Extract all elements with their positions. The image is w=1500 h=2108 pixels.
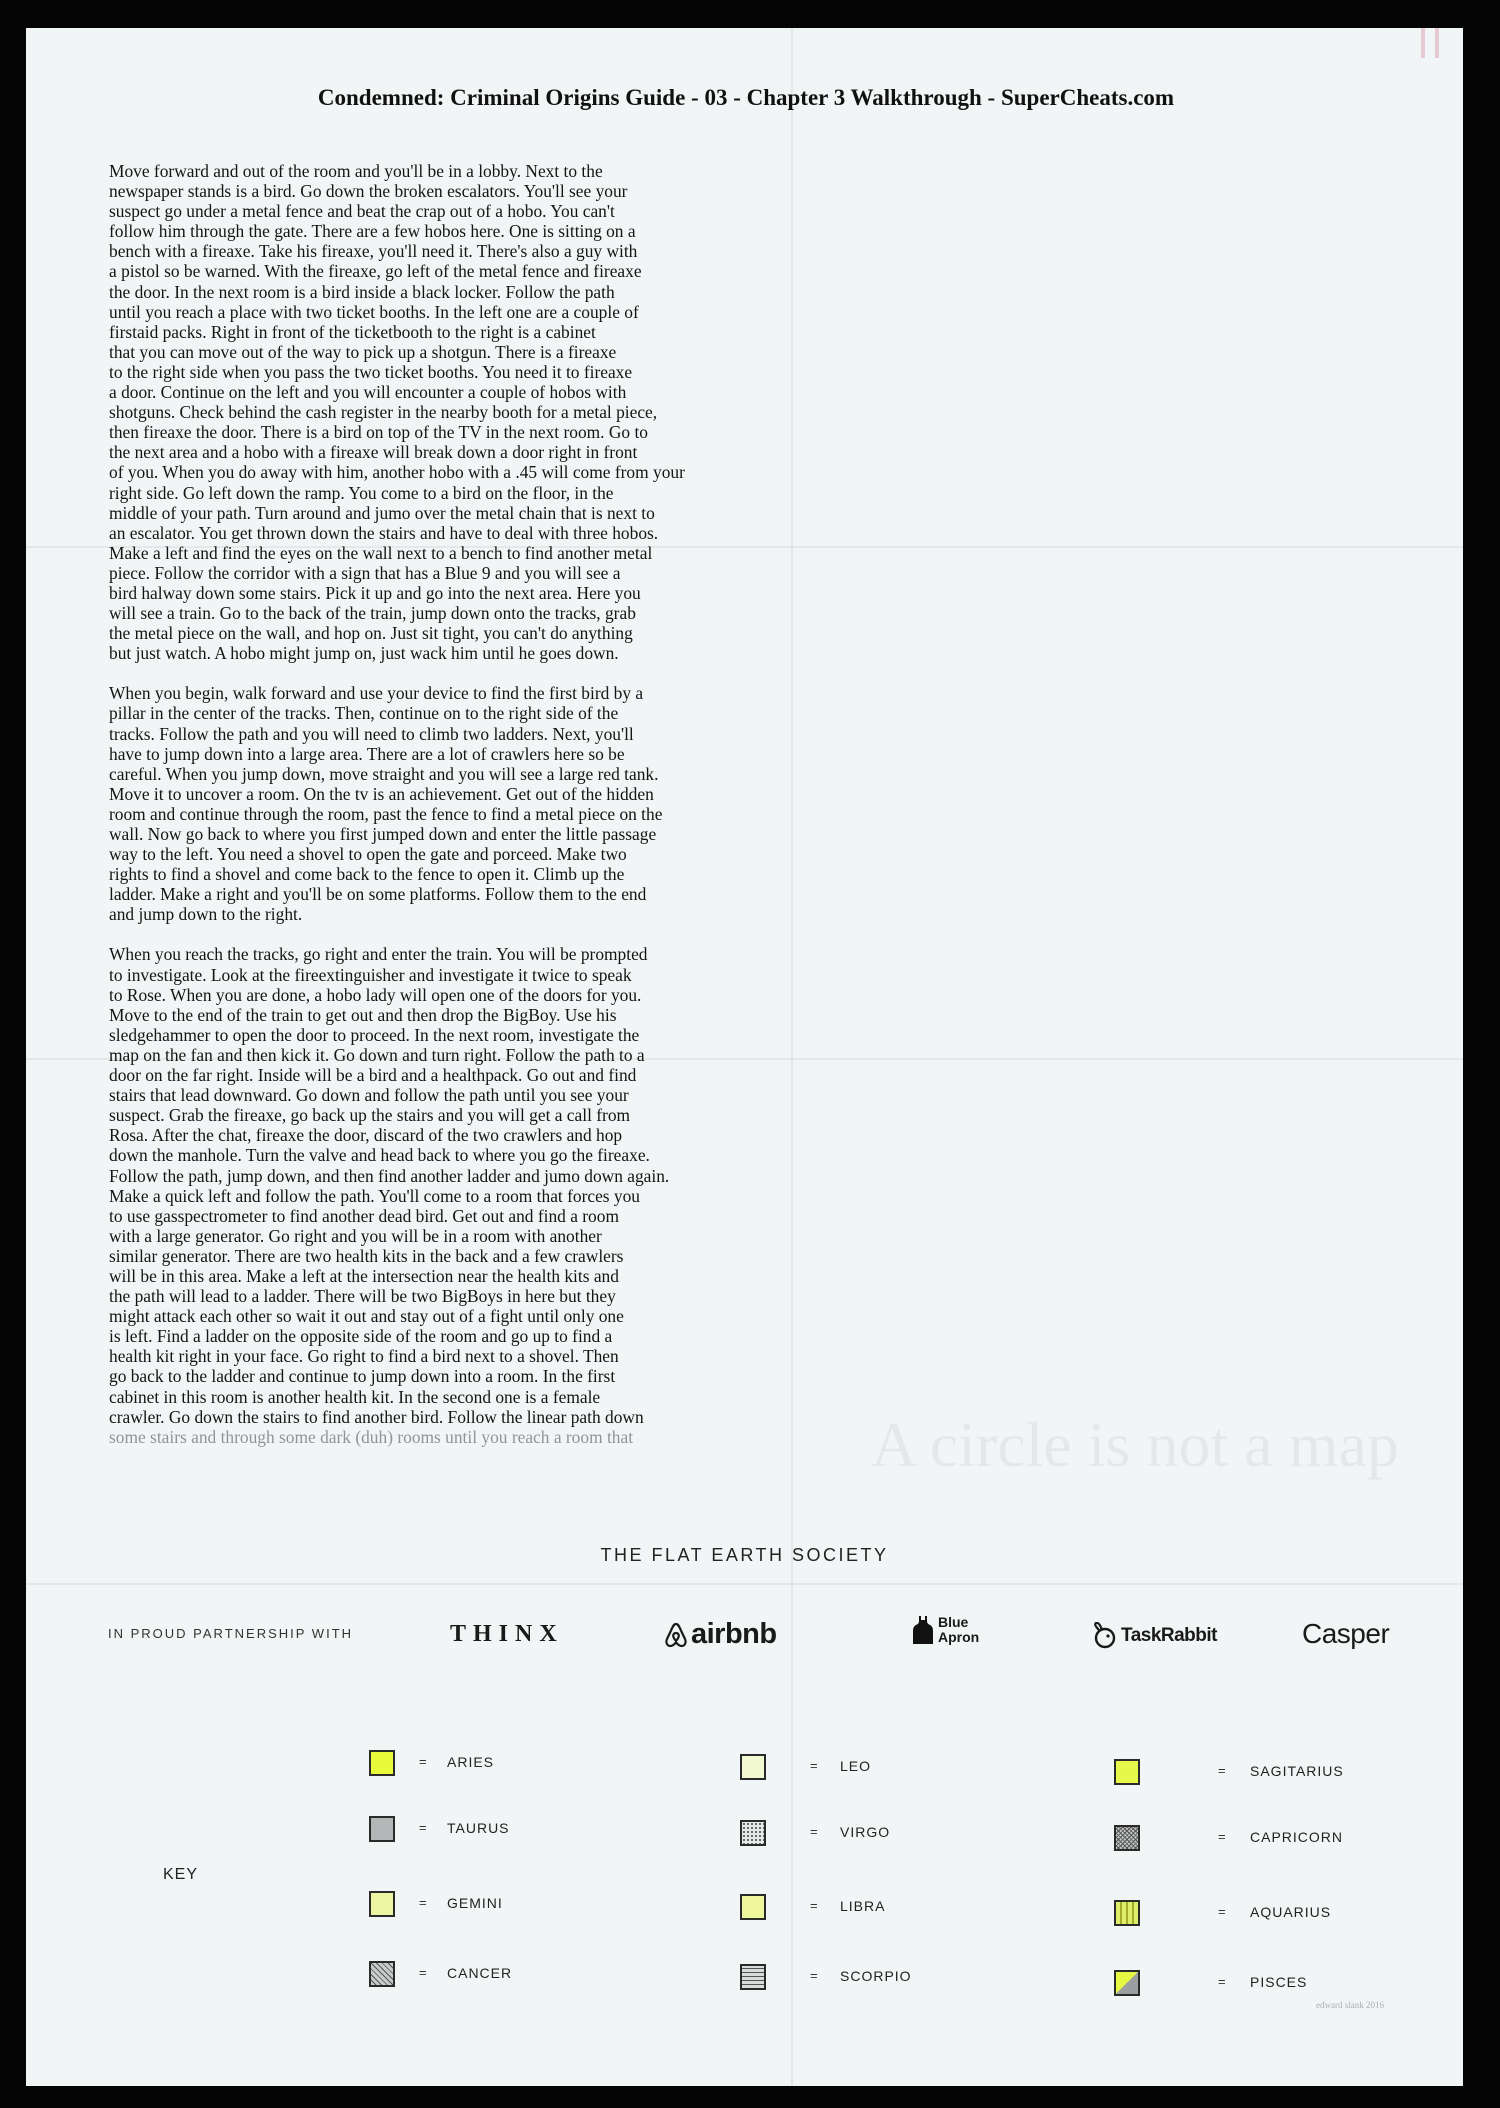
artist-credit: edward slank 2016 — [1316, 2000, 1384, 2010]
equals-sign: = — [419, 1895, 427, 1910]
blue-apron-logo — [912, 1615, 979, 1645]
equals-sign: = — [810, 1968, 818, 1983]
key-title: KEY — [163, 1866, 199, 1883]
sign-label: ARIES — [447, 1754, 495, 1770]
sign-label: LEO — [840, 1758, 872, 1774]
edge-marks — [1421, 28, 1451, 68]
thinx-logo — [450, 1621, 564, 1648]
equals-sign: = — [1218, 1829, 1226, 1844]
airbnb-wordmark: airbnb — [691, 1618, 777, 1650]
thinx-wordmark: THINX — [450, 1621, 564, 1647]
swatch-aries — [369, 1750, 395, 1776]
equals-sign: = — [810, 1824, 818, 1839]
swatch-sagitarius — [1114, 1759, 1140, 1785]
equals-sign: = — [419, 1820, 427, 1835]
equals-sign: = — [1218, 1974, 1226, 1989]
poster-sheet — [26, 28, 1463, 2086]
swatch-pisces — [1114, 1970, 1140, 1996]
swatch-libra — [740, 1894, 766, 1920]
partners-label: IN PROUD PARTNERSHIP WITH — [108, 1626, 354, 1641]
apron-icon — [912, 1615, 934, 1645]
blue-apron-wordmark: Blue Apron — [938, 1614, 980, 1645]
swatch-gemini — [369, 1891, 395, 1917]
swatch-capricorn — [1114, 1825, 1140, 1851]
equals-sign: = — [419, 1965, 427, 1980]
sign-label: SCORPIO — [840, 1968, 912, 1984]
swatch-taurus — [369, 1816, 395, 1842]
swatch-virgo — [740, 1820, 766, 1846]
paragraph: Move forward and out of the room and you'll be in a lobby. Next to the newspaper stands is a bird. Go down the broken escalators. You'll see your suspect go under a metal fence and beat the crap out of a hobo. You can't follow him through the gate. There are a few hobos here. One is sitting on a bench with a fireaxe. Take his fireaxe, you'll need it. There's also a guy with a pistol so be warned. With the fireaxe, go left of the metal fence and fireaxe the door. In the next room is a bird inside a black locker. Follow the path until you reach a place with two ticket booths. In the left one are a couple of firstaid packs. Right in front of the ticketbooth to the right is a cabinet that you can move out of the way to pick up a shotgun. There is a fireaxe to the right side when you pass the two ticket booths. You need it to fireaxe a door. Continue on the left and you will encounter a couple of hobos with shotguns. Check behind the cash register in the nearby booth for a metal piece, then fireaxe the door. There is a bird on top of the TV in the next room. Go to the next area and a hobo with a fireaxe will break down a door right in front of you. When you do away with him, another hobo with a .45 will come from your right side. Go left down the ramp. You come to a bird on the floor, in the middle of your path. Turn around and jumo over the metal chain that is next to an escalator. You get thrown down the stairs and have to deal with three hobos. Make a left and find the eyes on the wall next to a bench to find another metal piece. Follow the corridor with a sign that has a Blue 9 and you will see a bird halway down some stairs. Pick it up and go into the next area. Here you will see a train. Go to the back of the train, jump down onto the tracks, grab the metal piece on the wall, and hop on. Just sit tight, you can't do anything but just watch. A hobo might jump on, just wack him until he goes down. — [109, 161, 685, 664]
sign-label: LIBRA — [840, 1898, 886, 1914]
equals-sign: = — [810, 1758, 818, 1773]
casper-logo — [1302, 1618, 1389, 1650]
airbnb-belo-icon — [664, 1622, 688, 1648]
swatch-scorpio — [740, 1964, 766, 1990]
taskrabbit-wordmark: TaskRabbit — [1121, 1625, 1218, 1646]
sign-label: AQUARIUS — [1250, 1904, 1332, 1920]
sign-label: GEMINI — [447, 1895, 503, 1911]
sign-label: TAURUS — [447, 1820, 510, 1836]
sign-label: CAPRICORN — [1250, 1829, 1344, 1845]
sign-label: PISCES — [1250, 1974, 1308, 1990]
rabbit-icon — [1090, 1622, 1118, 1650]
taskrabbit-logo — [1090, 1622, 1217, 1650]
swatch-cancer — [369, 1961, 395, 1987]
document-title: Condemned: Criminal Origins Guide - 03 - Chapter 3 Walkthrough - SuperCheats.com — [317, 85, 1175, 110]
paragraph: When you begin, walk forward and use your device to find the first bird by a pillar in the center of the tracks. Then, continue on to the right side of the tracks. Follow the path and you will need to climb two ladders. Next, you'll have to jump down into a large area. There are a lot of crawlers here so be careful. When you jump down, move straight and you will see a large red tank. Move it to uncover a room. On the tv is an achievement. Get out of the hidden room and continue through the room, past the fence to find a metal piece on the wall. Now go back to where you first jumped down and enter the little passage way to the left. You need a shovel to open the gate and porceed. Make two rights to find a shovel and come back to the fence to open it. Climb up the ladder. Make a right and you'll be on some platforms. Follow them to the end and jump down to the right. — [109, 683, 663, 925]
walkthrough-text — [109, 161, 829, 1447]
equals-sign: = — [810, 1898, 818, 1913]
casper-wordmark: Casper — [1302, 1618, 1390, 1649]
swatch-aquarius — [1114, 1900, 1140, 1926]
equals-sign: = — [1218, 1763, 1226, 1778]
sign-label: VIRGO — [840, 1824, 891, 1840]
equals-sign: = — [1218, 1904, 1226, 1919]
sign-label: SAGITARIUS — [1250, 1763, 1344, 1779]
equals-sign: = — [419, 1754, 427, 1769]
faded-line: some stairs and through some dark (duh) rooms until you reach a room that — [109, 1426, 634, 1447]
paragraph: When you reach the tracks, go right and enter the train. You will be prompted to investigate. Look at the fireextinguisher and investigate it twice to speak to Rose. When you are done, a hobo lady will open one of the doors for you. Move to the end of the train to get out and then drop the BigBoy. Use his sledgehammer to open the door to proceed. In the next room, investigate the map on the fan and then kick it. Go down and turn right. Follow the path to a door on the far right. Inside will be a bird and a healthpack. Go out and find stairs that lead downward. Go down and follow the path until you see your suspect. Grab the fireaxe, go back up the stairs and you will get a call from Rosa. After the chat, fireaxe the door, discard of the two crawlers and hop down the manhole. Turn the valve and head back to where you go the fireaxe. Follow the path, jump down, and then find another ladder and jumo down again. Make a quick left and follow the path. You'll come to a room that forces you to use gasspectrometer to find another dead bird. Get out and find a room with a large generator. Go right and you will be in a room with another similar generator. There are two health kits in the back and a few crawlers will be in this area. Make a left at the intersection near the health kits and the path will lead to a ladder. There will be two BigBoys in here but they might attack each other so wait it out and stay out of a fight until only one is left. Find a ladder on the opposite side of the room and go up to find a health kit right in your face. Go right to find a bird next to a shovel. Then go back to the ladder and continue to jump down into a room. In the first cabinet in this room is another health kit. In the second one is a female crawler. Go down the stairs to find another bird. Follow the linear path down — [109, 944, 670, 1427]
airbnb-logo — [664, 1618, 777, 1651]
bleed-through-text: A circle is not a map — [871, 1409, 1399, 1480]
sign-label: CANCER — [447, 1965, 513, 1981]
society-title: THE FLAT EARTH SOCIETY — [600, 1545, 889, 1565]
swatch-leo — [740, 1754, 766, 1780]
fold-line-horizontal — [26, 1583, 1463, 1585]
